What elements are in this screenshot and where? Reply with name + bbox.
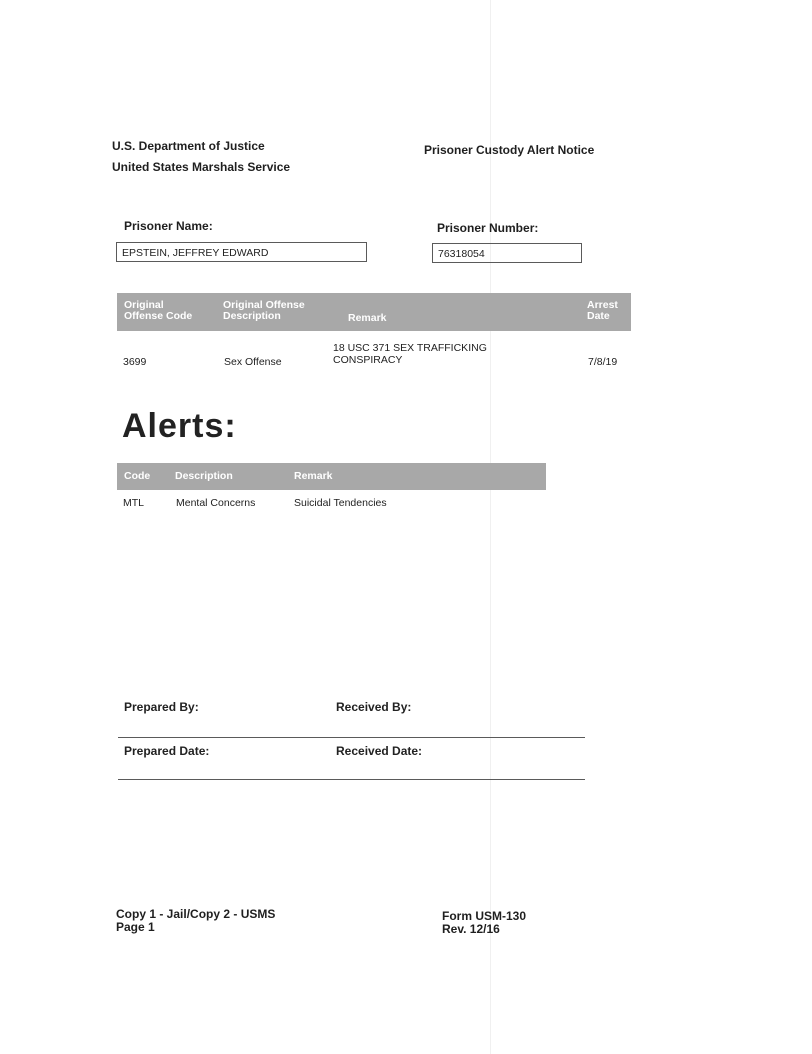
signature-line-2 — [118, 779, 585, 780]
alerts-heading: Alerts: — [122, 407, 237, 445]
signature-line-1 — [118, 737, 585, 738]
footer-copy-info — [116, 908, 275, 934]
header-arrest-date: Arrest Date — [587, 299, 618, 322]
header-offense-code: Original Offense Code — [124, 299, 193, 322]
received-by-label: Received By: — [336, 700, 412, 714]
alerts-header-remark: Remark — [294, 470, 333, 482]
footer-rev: Rev. 12/16 — [442, 922, 500, 936]
alert-remark: Suicidal Tendencies — [294, 497, 387, 509]
header-remark: Remark — [348, 312, 387, 324]
agency-block — [112, 136, 290, 178]
alerts-header-description: Description — [175, 470, 233, 482]
footer-form: Form USM-130 — [442, 909, 527, 923]
agency-line-2: United States Marshals Service — [112, 160, 291, 174]
alerts-table-header — [117, 463, 546, 490]
footer-form-info — [442, 910, 526, 936]
prisoner-number-label: Prisoner Number: — [437, 221, 539, 235]
footer-copy: Copy 1 - Jail/Copy 2 - USMS — [116, 907, 276, 921]
notice-title: Prisoner Custody Alert Notice — [424, 143, 595, 157]
prisoner-name-label: Prisoner Name: — [124, 219, 213, 233]
arrest-date: 7/8/19 — [588, 356, 618, 368]
offense-description: Sex Offense — [224, 356, 282, 368]
prepared-date-label: Prepared Date: — [124, 744, 210, 758]
prepared-by-label: Prepared By: — [124, 700, 199, 714]
alerts-header-code: Code — [124, 470, 151, 482]
alert-description: Mental Concerns — [176, 497, 256, 509]
offense-code: 3699 — [123, 356, 147, 368]
alert-code: MTL — [123, 497, 144, 509]
prisoner-name-field: EPSTEIN, JEFFREY EDWARD — [116, 242, 367, 262]
header-offense-description: Original Offense Description — [223, 299, 305, 322]
footer-page: Page 1 — [116, 920, 155, 934]
agency-line-1: U.S. Department of Justice — [112, 139, 265, 153]
prisoner-number-field: 76318054 — [432, 243, 582, 263]
offense-table-header — [117, 293, 631, 331]
page-crease — [490, 0, 491, 1054]
offense-remark: 18 USC 371 SEX TRAFFICKING CONSPIRACY — [333, 342, 487, 366]
received-date-label: Received Date: — [336, 744, 423, 758]
